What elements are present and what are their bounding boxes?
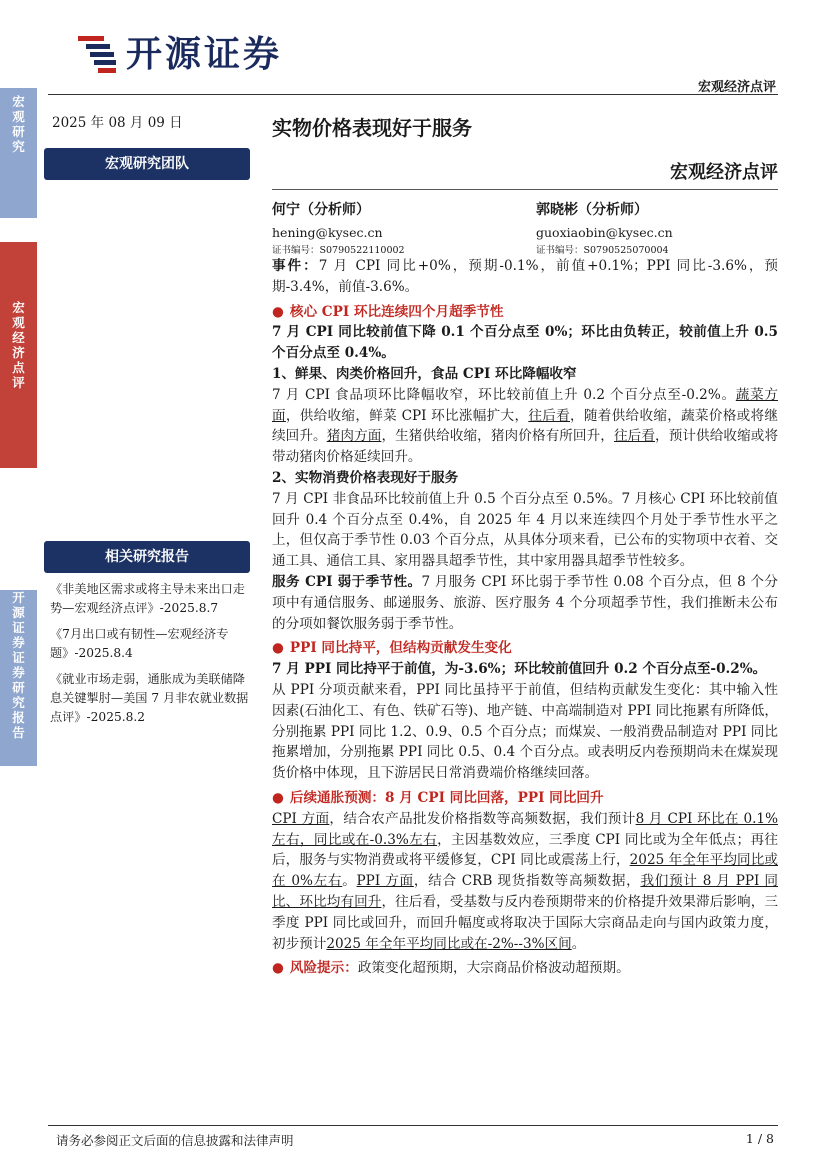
analyst-1 <box>272 199 405 256</box>
analyst-name: 郭晓彬（分析师） <box>536 202 648 218</box>
food-cpi-paragraph: 7 月 CPI 食品项环比降幅收窄，环比较前值上升 0.2 个百分点至-0.2%。蔬菜方面，供给收缩，鲜菜 CPI 环比涨幅扩大，往后看，随着供给收缩，蔬菜价格或将继续回升。猪肉方面，生猪供给收缩，猪肉价格有所回升，往后看，预计供给收缩或将带动猪肉价格延续回升。 <box>272 386 779 466</box>
service-cpi-paragraph: 服务 CPI 弱于季节性。7 月服务 CPI 环比弱于季节性 0.08 个百分点，但 8 个分项中有通信服务、邮递服务、旅游、医疗服务 4 个分项超季节性，我们推断未公布的分项如餐饮服务弱于季节性。 <box>272 573 778 632</box>
analyst-cert: 证书编号：S0790525070004 <box>536 245 669 256</box>
side-tab-macro-research: 宏观研究 <box>0 88 37 218</box>
forecast-paragraph: CPI 方面，结合农产品批发价格指数等高频数据，我们预计8 月 CPI 环比在 0.1%左右，同比或在-0.3%左右，主因基数效应，三季度 CPI 同比或为全年低点；再往后，服务与实物消费或将平缓修复，CPI 同比或震荡上行，2025 年全年平均同比或在 0%左右。PPI 方面，结合 CRB 现货指数等高频数据，我们预计 8 月 PPI 同比、环比均有回升，往后看，受基数与反内卷预期带来的价格提升效果滞后影响，三季度 PPI 同比或回升，而回升幅度或将取决于国际大宗商品走向与国内政策力度，初步预计2025 年全年平均同比或在-2%--3%区间。 <box>272 810 779 952</box>
header-divider <box>48 94 778 95</box>
ppi-paragraph: 从 PPI 分项贡献来看，PPI 同比虽持平于前值，但结构贡献发生变化：其中输入性因素(石油化工、有色、铁矿石等)、地产链、中高端制造对 PPI 同比拖累有所降低，分别拖累 PPI 同比 1.2、0.9、0.5 个百分点；而煤炭、一般消费品制造对 PPI 同比拖累增加，分别拖累 PPI 同比 0.5、0.4 个百分点。或表明反内卷预期尚未在煤炭现货价格中体现，且下游居民日常消费端价格继续回落。 <box>272 681 778 782</box>
section-lead: 7 月 CPI 同比较前值下降 0.1 个百分点至 0%；环比由负转正，较前值上升 0.5 个百分点至 0.4%。 <box>272 324 778 362</box>
footer-divider <box>48 1125 778 1126</box>
page-number: 1 / 8 <box>745 1131 774 1146</box>
related-reports-label: 相关研究报告 <box>44 541 250 573</box>
related-reports-list <box>50 580 250 734</box>
analyst-email[interactable]: hening@kysec.cn <box>272 225 383 240</box>
brand-name: 开源证券 <box>126 34 283 75</box>
bullet-icon: ● <box>272 640 284 657</box>
analyst-name: 何宁（分析师） <box>272 202 370 218</box>
logo-mark-icon <box>72 30 116 74</box>
analyst-email[interactable]: guoxiaobin@kysec.cn <box>536 225 673 240</box>
page-title: 实物价格表现好于服务 <box>272 116 472 140</box>
title-divider <box>272 189 778 190</box>
report-body <box>272 256 778 979</box>
section-lead: 7 月 PPI 同比持平于前值，为-3.6%；环比较前值回升 0.2 个百分点至-0.2%。 <box>272 661 767 678</box>
subsection-title: 1、鲜果、肉类价格回升，食品 CPI 环比降幅收窄 <box>272 365 577 382</box>
goods-cpi-paragraph: 7 月 CPI 非食品环比较前值上升 0.5 个百分点至 0.5%。7 月核心 CPI 环比较前值回升 0.4 个百分点至 0.4%，自 2025 年 4 月以来连续四个月处于季节性水平之上，但仅高于季节性 0.03 个百分点，从具体分项来看，已公布的实物项中衣着、交通工具、通信工具、家用器具超季节性，其中家用器具超季节性较多。 <box>272 490 778 570</box>
report-date: 2025 年 08 月 09 日 <box>52 115 183 131</box>
footer-disclaimer: 请务必参阅正文后面的信息披露和法律声明 <box>56 1133 294 1148</box>
side-tab-macro-comment: 宏观经济点评 <box>0 242 37 468</box>
risk-paragraph: ● 风险提示：政策变化超预期，大宗商品价格波动超预期。 <box>272 960 630 977</box>
section-heading-core-cpi: ● 核心 CPI 环比连续四个月超季节性 <box>272 303 504 320</box>
section-heading-forecast: ● 后续通胀预测：8 月 CPI 同比回落，PPI 同比回升 <box>272 789 604 806</box>
related-report-item[interactable]: 《7月出口或有韧性—宏观经济专题》-2025.8.4 <box>50 627 229 660</box>
bullet-icon: ● <box>272 789 284 806</box>
related-report-item[interactable]: 《就业市场走弱，通胀成为美联储降息关键掣肘—美国 7 月非农就业数据点评》-2025.8.2 <box>50 672 249 724</box>
analyst-2 <box>536 199 673 256</box>
brand-logo <box>72 26 282 77</box>
analyst-cert: 证书编号：S0790522110002 <box>272 245 405 256</box>
section-heading-ppi: ● PPI 同比持平，但结构贡献发生变化 <box>272 640 512 657</box>
event-paragraph: 事件：7 月 CPI 同比+0%，预期-0.1%，前值+0.1%；PPI 同比-3.6%，预期-3.4%，前值-3.6%。 <box>272 258 779 295</box>
related-report-item[interactable]: 《非美地区需求或将主导未来出口走势—宏观经济点评》-2025.8.7 <box>50 582 245 615</box>
side-tab-company-report: 开源证券 证券研究报告 <box>0 590 37 766</box>
report-type: 宏观经济点评 <box>670 162 778 183</box>
header-tag: 宏观经济点评 <box>697 80 776 95</box>
bullet-icon: ● <box>272 960 284 977</box>
subsection-title: 2、实物消费价格表现好于服务 <box>272 469 459 486</box>
bullet-icon: ● <box>272 303 284 320</box>
team-label: 宏观研究团队 <box>44 148 250 180</box>
